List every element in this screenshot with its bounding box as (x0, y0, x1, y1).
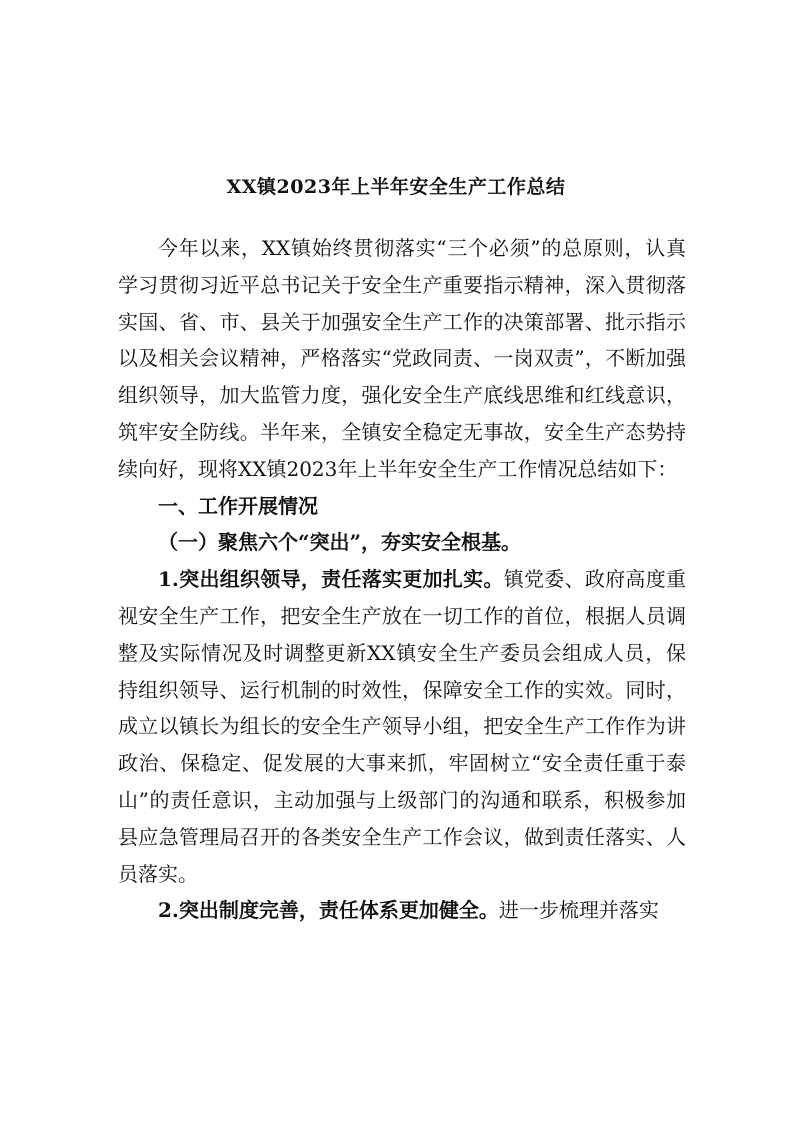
document-body (118, 230, 686, 929)
item-paragraph-organization (118, 561, 686, 892)
intro-paragraph: 今年以来，XX镇始终贯彻落实“三个必须”的总原则，认真学习贯彻习近平总书记关于安全生产重要指示精神，深入贯彻落实国、省、市、县关于加强安全生产工作的决策部署、批示指示以及相关会议精神，严格落实“党政同责、一岗双责”，不断加强组织领导，加大监管力度，强化安全生产底线思维和红线意识，筑牢安全防线。半年来，全镇安全稳定无事故，安全生产态势持续向好，现将XX镇2023年上半年安全生产工作情况总结如下： (118, 236, 686, 481)
item-lead-organization: 1.突出组织领导，责任落实更加扎实。 (158, 567, 504, 592)
document-title: XX镇2023年上半年安全生产工作总结 (226, 176, 566, 198)
subsection-heading-six-focus: （一）聚焦六个“突出”，夯实安全根基。 (158, 530, 522, 555)
item-body-organization: 镇党委、政府高度重视安全生产工作，把安全生产放在一切工作的首位，根据人员调整及实际情况及时调整更新XX镇安全生产委员会组成人员，保持组织领导、运行机制的时效性，保障安全工作的实效。同时，成立以镇长为组长的安全生产领导小组，把安全生产工作作为讲政治、保稳定、促发展的大事来抓，牢固树立“安全责任重于泰山”的责任意识，主动加强与上级部门的沟通和联系，积极参加县应急管理局召开的各类安全生产工作会议，做到责任落实、人员落实。 (118, 567, 686, 886)
item-lead-system: 2.突出制度完善，责任体系更加健全。 (158, 898, 499, 923)
item-body-system: 进一步梳理并落实 (498, 898, 659, 923)
section-heading-work-progress: 一、工作开展情况 (158, 493, 318, 518)
item-paragraph-system (118, 892, 686, 929)
